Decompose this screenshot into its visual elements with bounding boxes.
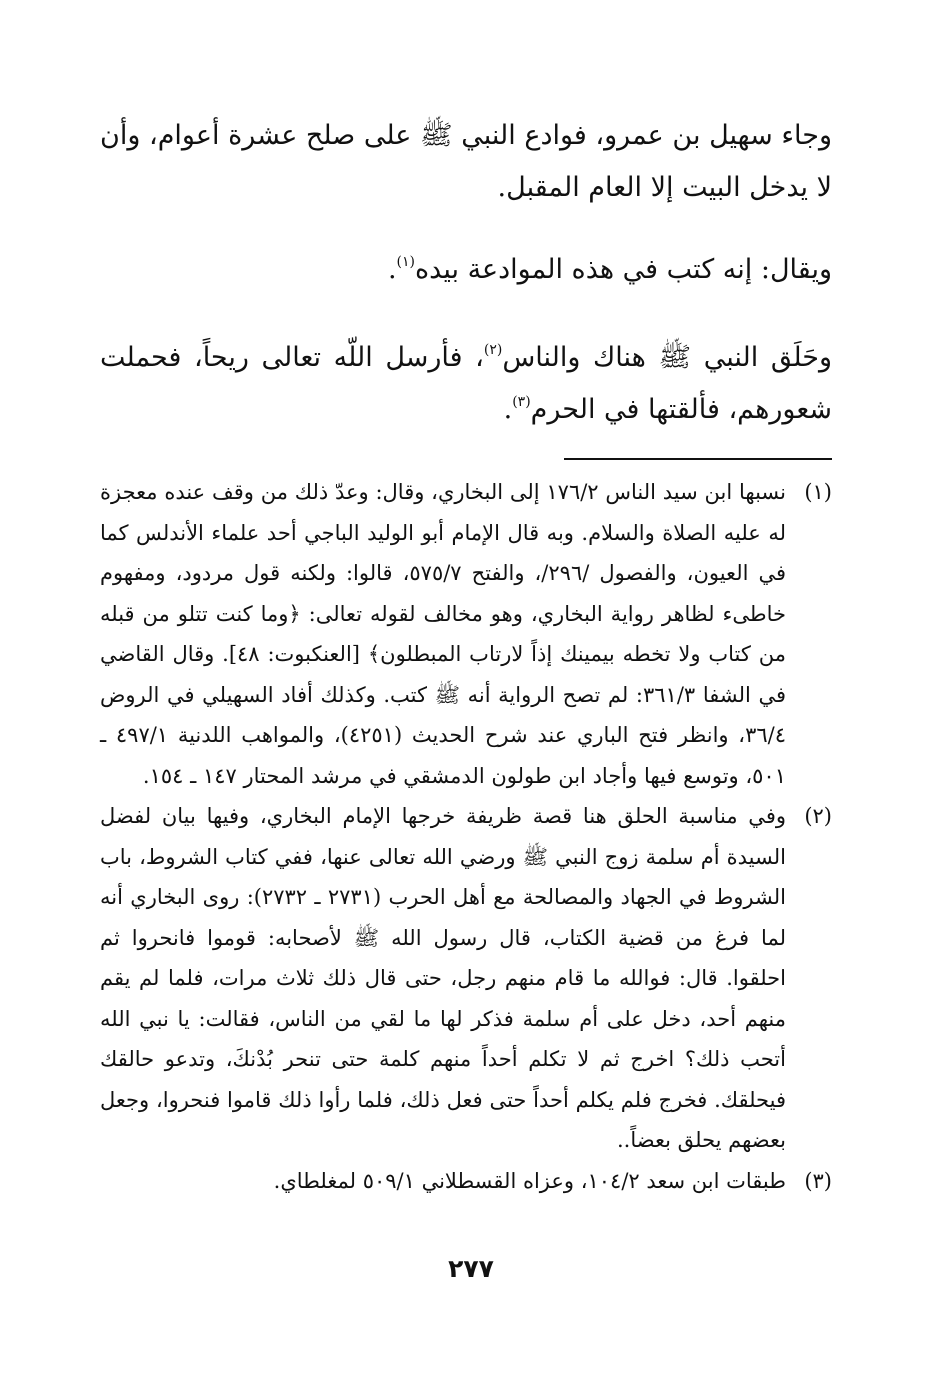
footnote-ref-1: (١) — [396, 254, 415, 270]
footnote-text: نسبها ابن سيد الناس ١٧٦/٢ إلى البخاري، وقال: وعدّ ذلك من وقف عنده معجزة له عليه الصلاة والسلام. وبه قال الإمام أبو الوليد الباجي أحد علماء الأندلس كما في العيون، والفصول /٢٩٦/، والفتح ٥٧٥/٧، قالوا: ولكنه قول مردود، ومفهوم خاطىء لظاهر رواية البخاري، وهو مخالف لقوله تعالى: ﴿وما كنت تتلو من قبله من كتاب ولا تخطه بيمينك إذاً لارتاب المبطلون﴾ [العنكبوت: ٤٨]. وقال القاضي في الشفا ٣٦١/٣: لم تصح الرواية أنه ﷺ كتب. وكذلك أفاد السهيلي في الروض ٣٦/٤، وانظر فتح الباري عند شرح الحديث (٤٢٥١)، والمواهب اللدنية ٤٩٧/١ ـ ٥٠١، وتوسع فيها وأجاد ابن طولون الدمشقي في مرشد المحتار ١٤٧ ـ ١٥٤. — [100, 480, 786, 788]
footnote-number: (٣) — [804, 1168, 832, 1193]
paragraph-text: ، فأرسل اللّه تعالى ريحاً، فحملت شعورهم، فألقتها في الحرم — [100, 342, 832, 425]
main-paragraph-2 — [100, 244, 832, 296]
footnote-text: طبقات ابن سعد ١٠٤/٢، وعزاه القسطلاني ٥٠٩/١ لمغلطاي. — [273, 1168, 786, 1193]
footnote-number: (١) — [804, 480, 832, 504]
page-number: ٢٧٧ — [448, 1254, 494, 1283]
footnote-2 — [100, 796, 832, 1161]
paragraph-text: وحَلَق النبي ﷺ هناك والناس — [502, 342, 833, 373]
footnote-ref-3: (٣) — [512, 394, 531, 410]
footnote-separator — [564, 458, 832, 460]
main-paragraph-1 — [100, 110, 832, 214]
footnote-3 — [100, 1161, 832, 1202]
main-paragraph-3 — [100, 332, 832, 436]
footnote-ref-2: (٢) — [483, 342, 503, 358]
paragraph-text: ويقال: إنه كتب في هذه الموادعة بيده — [415, 254, 832, 285]
book-page — [100, 110, 832, 1304]
footnote-text: وفي مناسبة الحلق هنا قصة ظريفة خرجها الإمام البخاري، وفيها بيان لفضل السيدة أم سلمة زوج النبي ﷺ ورضي الله تعالى عنها، ففي كتاب الشروط، باب الشروط في الجهاد والمصالحة مع أهل الحرب (٢٧٣١ ـ ٢٧٣٢): روى البخاري أنه لما فرغ من قضية الكتاب، قال رسول الله ﷺ لأصحابه: قوموا فانحروا ثم احلقوا. قال: فوالله ما قام منهم رجل، حتى قال ذلك ثلاث مرات، فلما لم يقم منهم أحد، دخل على أم سلمة فذكر لها ما لقي من الناس، فقالت: يا نبي الله أتحب ذلك؟ اخرج ثم لا تكلم أحداً منهم كلمة حتى تنحر بُدْنكَ، وتدعو حالقك فيحلقك. فخرج فلم يكلم أحداً حتى فعل ذلك، فلما رأوا ذلك قاموا فنحروا، وجعل بعضهم يحلق بعضاً.. — [100, 804, 786, 1152]
paragraph-text: وجاء سهيل بن عمرو، فوادع النبي ﷺ على صلح عشرة أعوام، وأن لا يدخل البيت إلا العام المقبل. — [100, 120, 832, 203]
paragraph-end: . — [503, 394, 513, 425]
footnotes-section — [100, 472, 832, 1201]
footnote-1 — [100, 472, 832, 796]
paragraph-end: . — [387, 254, 397, 285]
footnote-number: (٢) — [804, 804, 832, 828]
